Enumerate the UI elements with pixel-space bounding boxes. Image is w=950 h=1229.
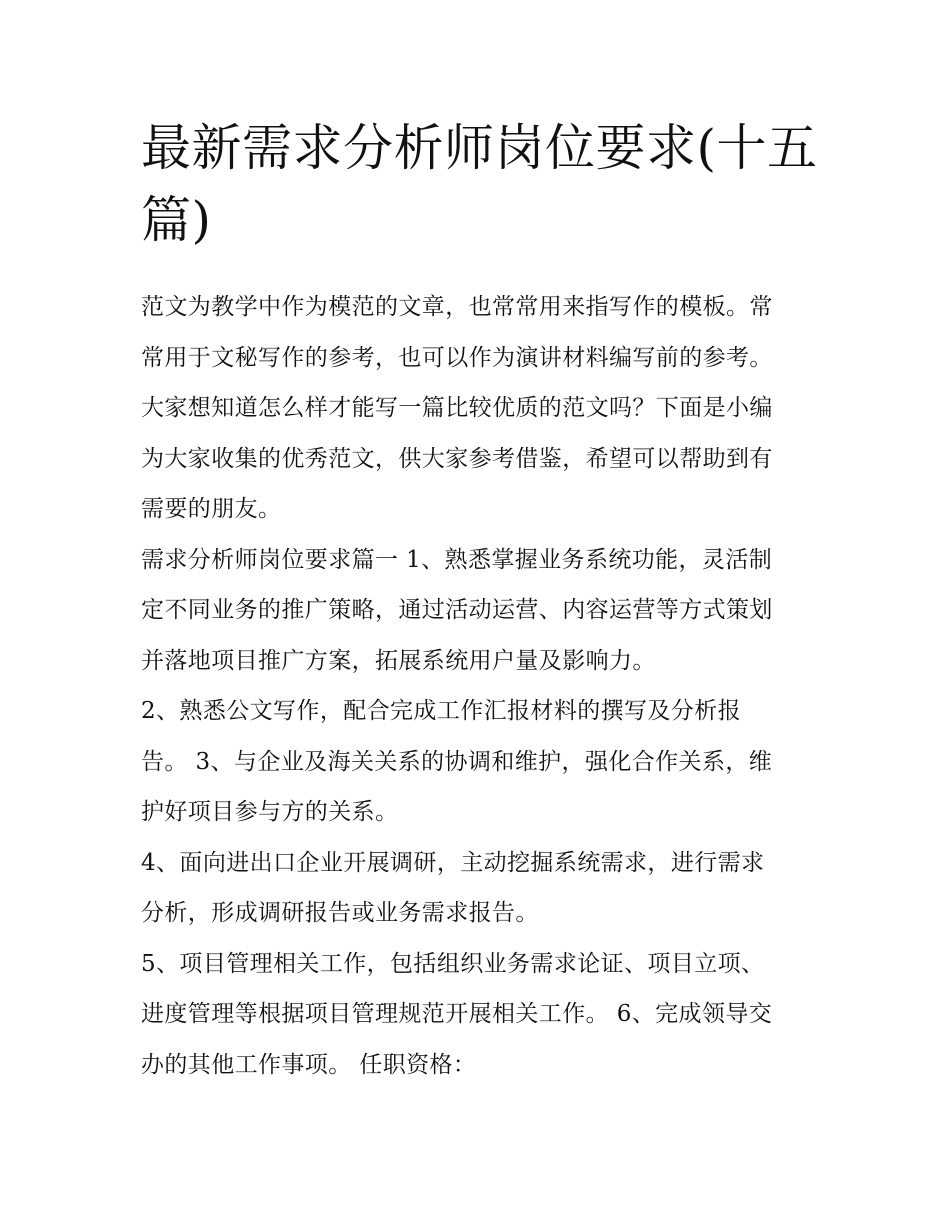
text-line: 需求分析师岗位要求篇一 1、熟悉掌握业务系统功能，灵活制 (141, 546, 773, 573)
text-line: 为大家收集的优秀范文，供大家参考借鉴，希望可以帮助到有 (141, 445, 773, 472)
text-line: 大家想知道怎么样才能写一篇比较优质的范文吗？下面是小编 (141, 395, 773, 421)
text-line: 并落地项目推广方案，拓展系统用户量及影响力。 (141, 647, 656, 674)
intro-paragraph (141, 282, 813, 535)
title-line: 篇) (141, 191, 212, 249)
document-page (141, 112, 818, 1090)
requirement-paragraph-2 (141, 686, 813, 838)
text-line: 护好项目参与方的关系。 (141, 799, 399, 825)
text-line: 分析，形成调研报告或业务需求报告。 (141, 900, 539, 926)
text-line: 4、面向进出口企业开展调研，主动挖掘系统需求，进行需求 (141, 849, 765, 876)
text-line: 2、熟悉公文写作，配合完成工作汇报材料的撰写及分析报 (141, 698, 742, 724)
requirement-paragraph-5 (141, 939, 813, 1091)
document-title (141, 112, 818, 256)
title-line: 最新需求分析师岗位要求(十五 (141, 119, 818, 177)
text-line: 范文为教学中作为模范的文章，也常常用来指写作的模板。常 (141, 294, 773, 320)
text-line: 告。 3、与企业及海关关系的协调和维护，强化合作关系，维 (141, 748, 773, 775)
text-line: 需要的朋友。 (141, 496, 282, 522)
requirement-paragraph-4 (141, 838, 813, 939)
text-line: 常用于文秘写作的参考，也可以作为演讲材料编写前的参考。 (141, 344, 773, 371)
text-line: 办的其他工作事项。 任职资格： (141, 1051, 477, 1078)
text-line: 5、项目管理相关工作，包括组织业务需求论证、项目立项、 (141, 950, 765, 977)
text-line: 定不同业务的推广策略，通过活动运营、内容运营等方式策划 (141, 597, 773, 623)
document-body (141, 282, 813, 1090)
requirement-paragraph-1 (141, 535, 813, 687)
text-line: 进度管理等根据项目管理规范开展相关工作。 6、完成领导交 (141, 1001, 773, 1027)
